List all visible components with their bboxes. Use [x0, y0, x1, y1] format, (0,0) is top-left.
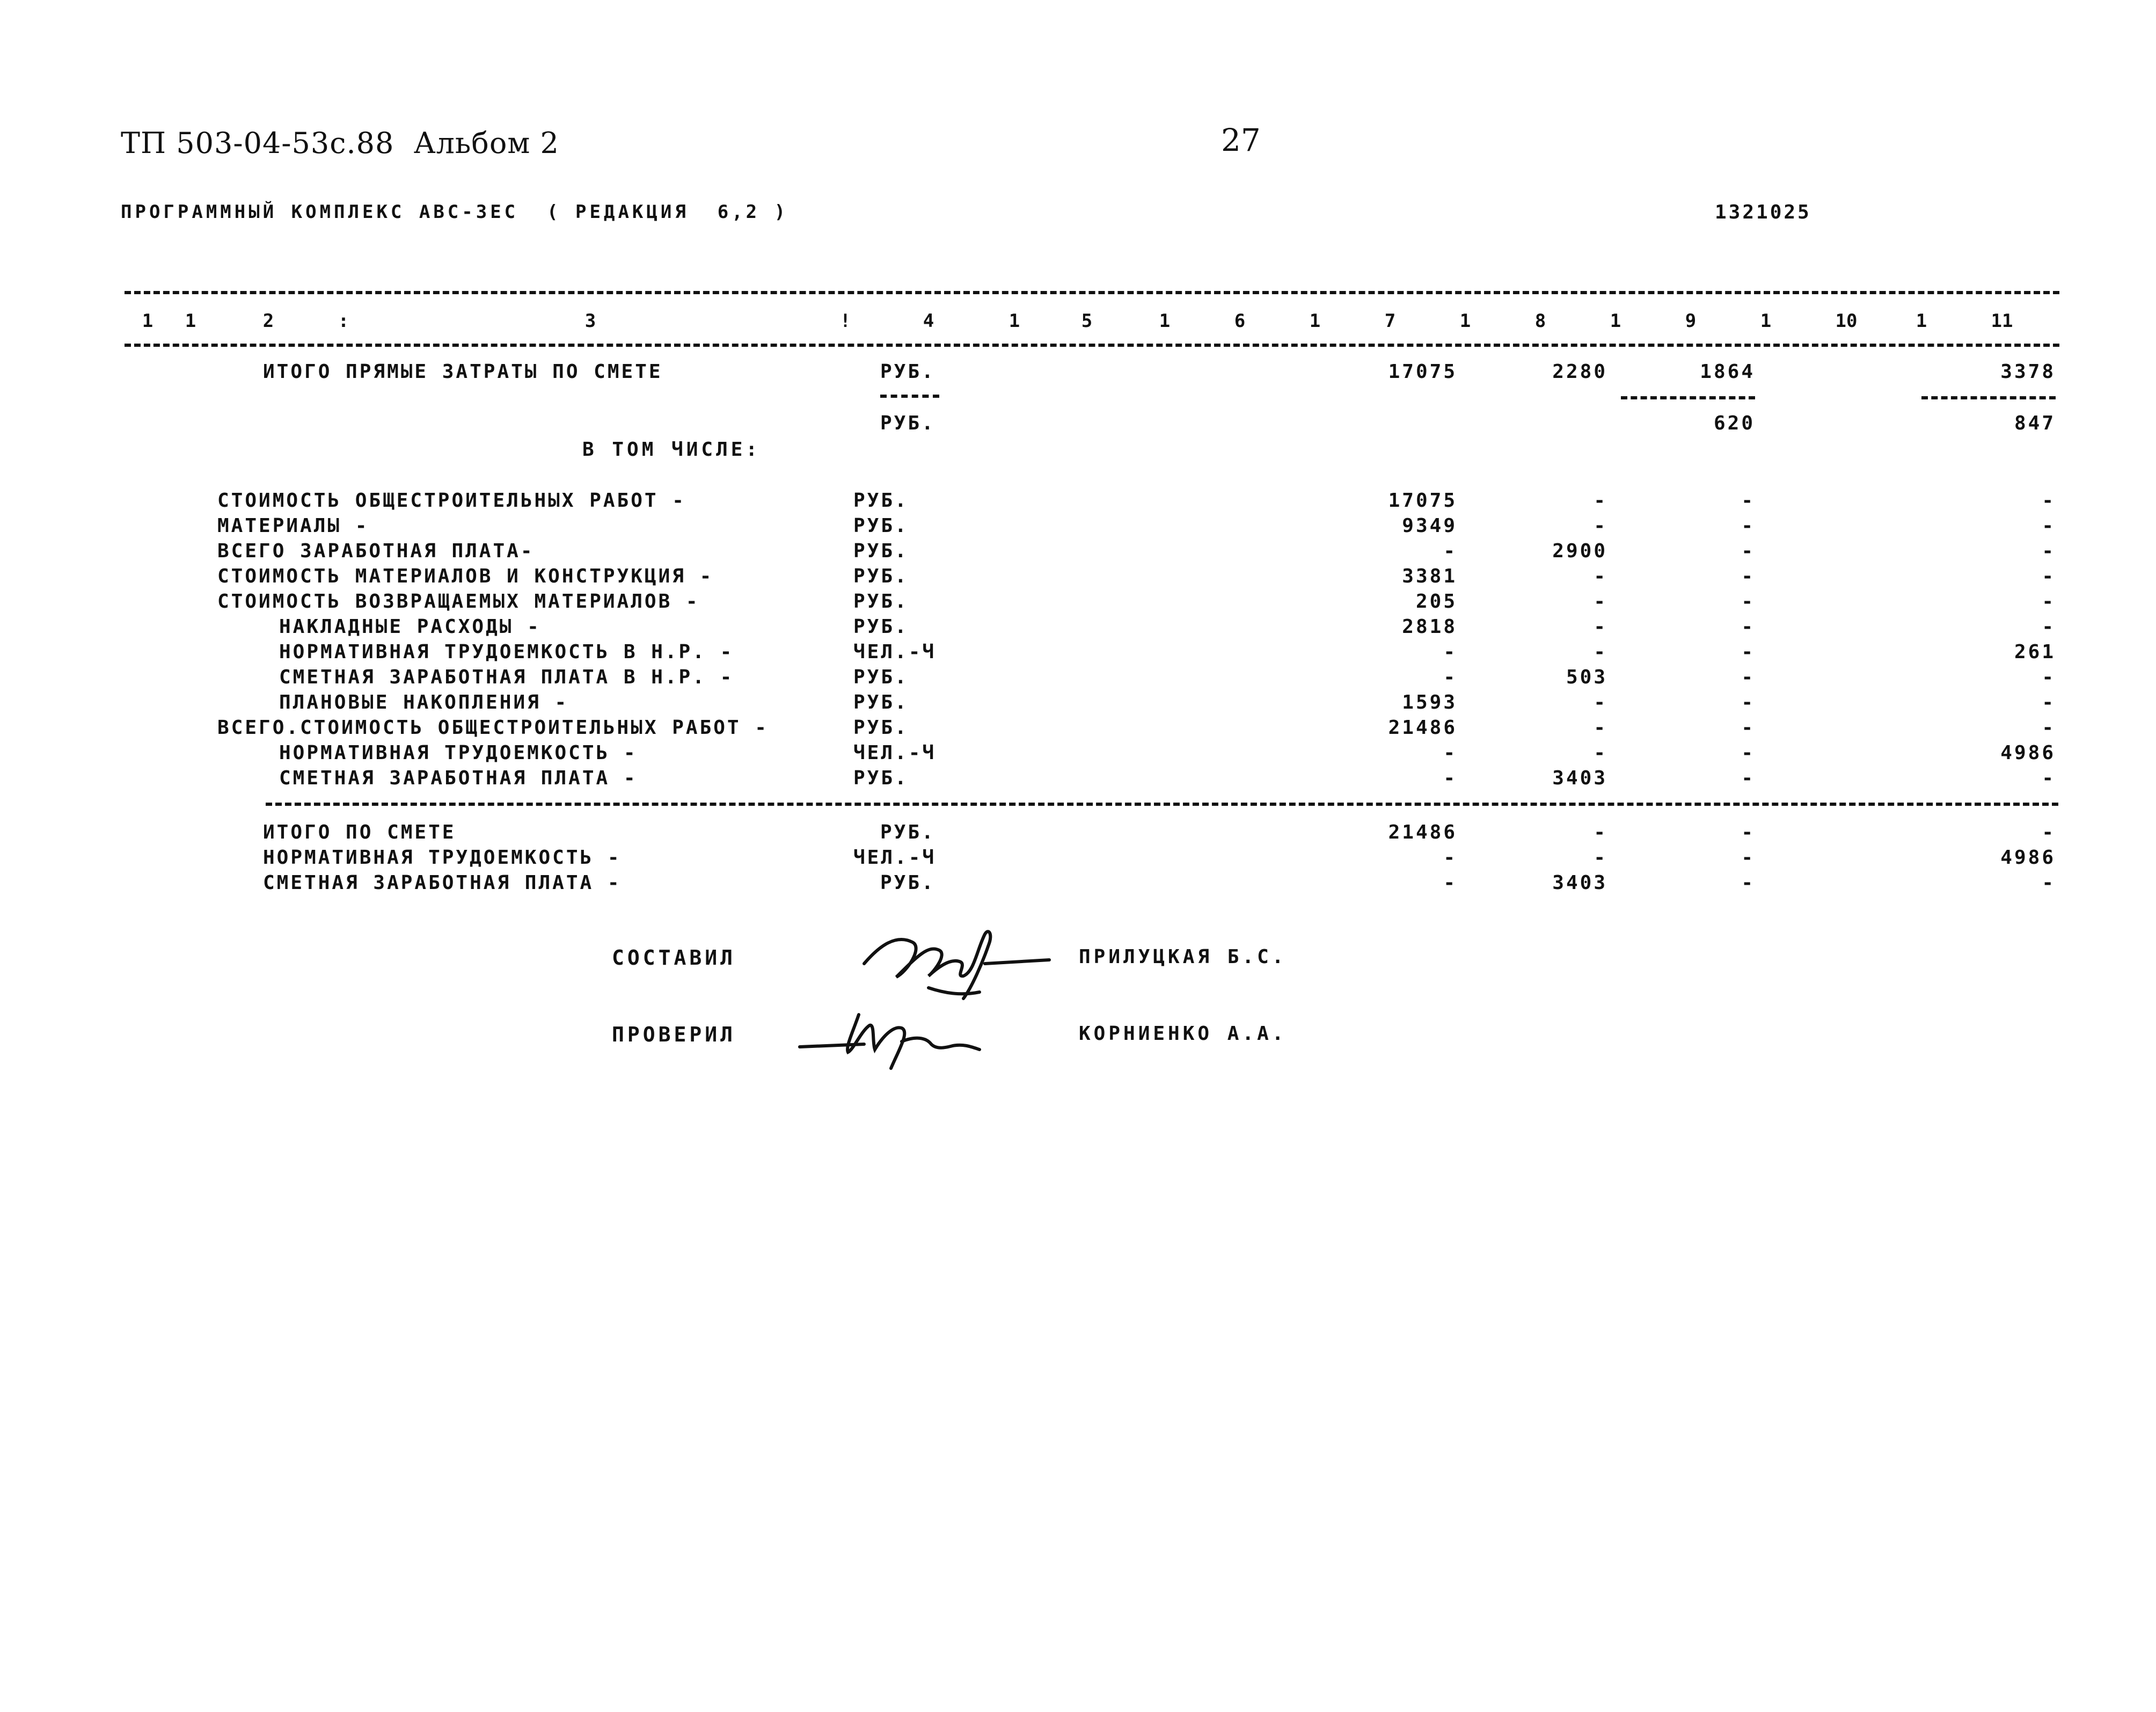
signature-checked — [794, 999, 998, 1079]
cell-col9: - — [1741, 565, 1755, 587]
column-separator: 1 — [1760, 310, 1772, 332]
row-name: ПЛАНОВЫЕ НАКОПЛЕНИЯ - — [279, 691, 569, 713]
cell-col11: - — [2042, 691, 2056, 713]
cell-col9: - — [1741, 641, 1755, 663]
cell-col9: - — [1741, 666, 1755, 688]
cell-col8: - — [1594, 490, 1607, 512]
cell-col7: - — [1443, 641, 1457, 663]
table-row — [0, 717, 2156, 741]
column-header: 10 — [1835, 310, 1858, 332]
row-unit: РУБ. — [853, 616, 909, 638]
row-name: СТОИМОСТЬ МАТЕРИАЛОВ И КОНСТРУКЦИЯ - — [217, 565, 714, 587]
row-name: НОРМАТИВНАЯ ТРУДОЕМКОСТЬ В Н.Р. - — [279, 641, 734, 663]
cell-col7: - — [1443, 742, 1457, 764]
table-row — [0, 872, 2156, 897]
document-code: 1321025 — [1715, 201, 1811, 223]
column-header: 5 — [1081, 310, 1093, 332]
row-unit: РУБ. — [853, 666, 909, 688]
row-name: ВСЕГО.СТОИМОСТЬ ОБЩЕСТРОИТЕЛЬНЫХ РАБОТ - — [217, 717, 769, 739]
col11-underline — [1921, 396, 2056, 399]
column-header: 4 — [923, 310, 934, 332]
cell-col11: - — [2042, 490, 2056, 512]
table-row — [0, 565, 2156, 590]
row-name: СМЕТНАЯ ЗАРАБОТНАЯ ПЛАТА В Н.Р. - — [279, 666, 734, 688]
cell-col11: - — [2042, 717, 2056, 739]
column-separator: 1 — [1309, 310, 1321, 332]
row-unit: РУБ. — [853, 591, 909, 613]
cell-col11: - — [2042, 821, 2056, 843]
cell-col8: - — [1594, 591, 1607, 613]
totals-rule — [266, 803, 2058, 806]
column-separator: 1 — [1916, 310, 1927, 332]
table-row — [0, 540, 2156, 565]
table-row — [0, 591, 2156, 615]
cell-col8: 503 — [1566, 666, 1607, 688]
row-name: НОРМАТИВНАЯ ТРУДОЕМКОСТЬ - — [279, 742, 638, 764]
cell-col11: 847 — [2014, 412, 2056, 434]
program-line: ПРОГРАММНЫЙ КОМПЛЕКС АВС-ЗЕС ( РЕДАКЦИЯ 6,2 ) — [121, 201, 789, 223]
row-unit: РУБ. — [853, 691, 909, 713]
column-separator: : — [338, 310, 349, 332]
compiled-name: ПРИЛУЦКАЯ Б.С. — [1079, 946, 1287, 968]
row-unit: ЧЕЛ.-Ч — [853, 641, 937, 663]
column-header: 1 — [142, 310, 154, 332]
row-name: СТОИМОСТЬ ОБЩЕСТРОИТЕЛЬНЫХ РАБОТ - — [217, 490, 686, 512]
row-name: СМЕТНАЯ ЗАРАБОТНАЯ ПЛАТА - — [279, 767, 638, 789]
compiled-label: СОСТАВИЛ — [612, 946, 736, 970]
cell-col11: - — [2042, 591, 2056, 613]
table-row — [0, 515, 2156, 540]
cell-col7: - — [1443, 767, 1457, 789]
cell-col7: 17075 — [1388, 361, 1457, 383]
cell-col11: - — [2042, 872, 2056, 894]
section-label: В ТОМ ЧИСЛЕ: — [582, 439, 761, 461]
cell-col7: - — [1443, 666, 1457, 688]
cell-col8: - — [1594, 691, 1607, 713]
cell-col9: - — [1741, 821, 1755, 843]
cell-col8: - — [1594, 847, 1607, 869]
table-top-rule — [125, 291, 2059, 294]
column-separator: 1 — [1459, 310, 1471, 332]
table-row — [0, 691, 2156, 716]
column-separator: 1 — [185, 310, 196, 332]
cell-col8: 2280 — [1552, 361, 1607, 383]
row-name: НОРМАТИВНАЯ ТРУДОЕМКОСТЬ - — [263, 847, 622, 869]
row-unit: РУБ. — [853, 515, 909, 537]
col9-underline — [1621, 396, 1755, 399]
cell-col8: 3403 — [1552, 872, 1607, 894]
page-number: 27 — [1221, 122, 1261, 158]
cell-col7: - — [1443, 540, 1457, 562]
table-row — [0, 616, 2156, 640]
column-header: 6 — [1234, 310, 1246, 332]
row-unit: РУБ. — [853, 565, 909, 587]
row-unit: ЧЕЛ.-Ч — [853, 742, 937, 764]
cell-col9: - — [1741, 490, 1755, 512]
cell-col11: 261 — [2014, 641, 2056, 663]
cell-col11: - — [2042, 540, 2056, 562]
cell-col9: 620 — [1713, 412, 1755, 434]
cell-col9: - — [1741, 847, 1755, 869]
table-row — [0, 666, 2156, 691]
cell-col9: - — [1741, 742, 1755, 764]
cell-col9: - — [1741, 591, 1755, 613]
column-separator: 1 — [1159, 310, 1171, 332]
cell-col7: 21486 — [1388, 717, 1457, 739]
unit-underline — [880, 395, 939, 398]
cell-col9: - — [1741, 767, 1755, 789]
row-unit: РУБ. — [853, 490, 909, 512]
cell-col7: 9349 — [1402, 515, 1457, 537]
cell-col11: - — [2042, 565, 2056, 587]
row-name: ВСЕГО ЗАРАБОТНАЯ ПЛАТА- — [217, 540, 535, 562]
cell-col8: 2900 — [1552, 540, 1607, 562]
row-name: ИТОГО ПО СМЕТЕ — [263, 821, 456, 843]
row-unit: РУБ. — [880, 821, 936, 843]
table-row — [0, 361, 2156, 385]
column-separator: 1 — [1610, 310, 1621, 332]
cell-col11: - — [2042, 767, 2056, 789]
column-header: 7 — [1384, 310, 1396, 332]
table-row — [0, 412, 2156, 437]
cell-col7: - — [1443, 847, 1457, 869]
row-name: НАКЛАДНЫЕ РАСХОДЫ - — [279, 616, 541, 638]
cell-col7: 21486 — [1388, 821, 1457, 843]
row-unit: РУБ. — [853, 717, 909, 739]
checked-label: ПРОВЕРИЛ — [612, 1023, 736, 1046]
column-header: 9 — [1685, 310, 1697, 332]
row-unit: РУБ. — [853, 767, 909, 789]
table-row — [0, 641, 2156, 666]
cell-col8: - — [1594, 717, 1607, 739]
cell-col9: - — [1741, 616, 1755, 638]
row-unit: РУБ. — [880, 872, 936, 894]
cell-col9: - — [1741, 540, 1755, 562]
column-header: 8 — [1534, 310, 1546, 332]
row-unit: РУБ. — [880, 361, 936, 383]
cell-col11: 4986 — [2000, 742, 2056, 764]
table-row — [0, 821, 2156, 846]
row-name: СМЕТНАЯ ЗАРАБОТНАЯ ПЛАТА - — [263, 872, 622, 894]
row-name: СТОИМОСТЬ ВОЗВРАЩАЕМЫХ МАТЕРИАЛОВ - — [217, 591, 700, 613]
cell-col8: - — [1594, 742, 1607, 764]
document-title: ТП 503-04-53с.88 Альбом 2 — [121, 126, 559, 160]
cell-col7: 205 — [1415, 591, 1457, 613]
cell-col11: - — [2042, 616, 2056, 638]
cell-col9: - — [1741, 515, 1755, 537]
cell-col7: 17075 — [1388, 490, 1457, 512]
cell-col8: 3403 — [1552, 767, 1607, 789]
cell-col8: - — [1594, 641, 1607, 663]
cell-col9: - — [1741, 872, 1755, 894]
table-row — [0, 767, 2156, 792]
column-header: 3 — [584, 310, 596, 332]
checked-name: КОРНИЕНКО А.А. — [1079, 1023, 1287, 1045]
row-name: МАТЕРИАЛЫ - — [217, 515, 369, 537]
row-unit: ЧЕЛ.-Ч — [853, 847, 937, 869]
cell-col8: - — [1594, 616, 1607, 638]
cell-col8: - — [1594, 515, 1607, 537]
cell-col11: 3378 — [2000, 361, 2056, 383]
cell-col9: - — [1741, 691, 1755, 713]
cell-col7: 2818 — [1402, 616, 1457, 638]
column-header: 11 — [1991, 310, 2013, 332]
cell-col7: 3381 — [1402, 565, 1457, 587]
column-separator: 1 — [1008, 310, 1020, 332]
row-unit: РУБ. — [880, 412, 936, 434]
cell-col9: - — [1741, 717, 1755, 739]
cell-col9: 1864 — [1700, 361, 1755, 383]
table-row — [0, 847, 2156, 871]
row-name: ИТОГО ПРЯМЫЕ ЗАТРАТЫ ПО СМЕТЕ — [263, 361, 663, 383]
column-header: 2 — [262, 310, 274, 332]
signature-compiled — [848, 913, 1073, 1009]
table-header-rule — [125, 344, 2059, 347]
column-separator: ! — [839, 310, 851, 332]
cell-col8: - — [1594, 821, 1607, 843]
cell-col8: - — [1594, 565, 1607, 587]
cell-col7: - — [1443, 872, 1457, 894]
cell-col11: - — [2042, 515, 2056, 537]
row-unit: РУБ. — [853, 540, 909, 562]
cell-col11: 4986 — [2000, 847, 2056, 869]
cell-col11: - — [2042, 666, 2056, 688]
cell-col7: 1593 — [1402, 691, 1457, 713]
table-row — [0, 742, 2156, 767]
table-row — [0, 490, 2156, 514]
